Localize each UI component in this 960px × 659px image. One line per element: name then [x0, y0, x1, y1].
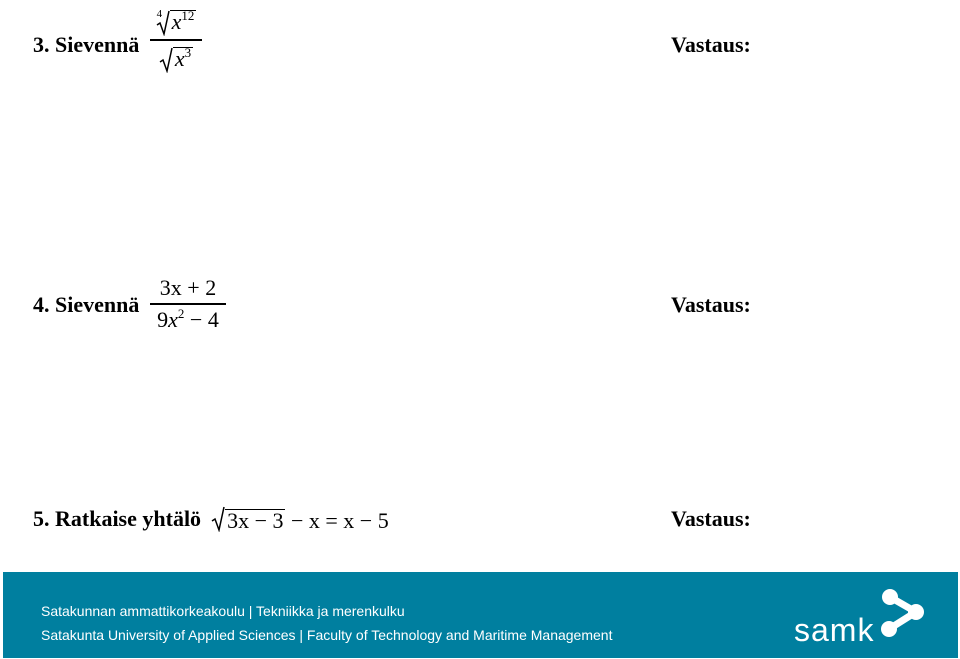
root-index: 4 [156, 8, 163, 20]
problem-3-label: 3. Sievennä [33, 32, 140, 57]
denominator-variable: x [168, 306, 178, 332]
equation-root [211, 506, 285, 532]
samk-logo [791, 584, 931, 646]
denominator-exponent: 2 [177, 305, 185, 321]
problem-5-answer-label: Vastaus: [671, 506, 751, 531]
problem-3-answer-label: Vastaus: [671, 32, 751, 57]
problem-3-numerator-root [156, 10, 197, 36]
footer-line-1: Satakunnan ammattikorkeakoulu | Tekniikka ja merenkulku [41, 603, 405, 619]
equation-radicand: 3x − 3 [227, 508, 284, 533]
radicand-base: x [171, 9, 182, 34]
problem-5-equation [211, 506, 389, 532]
problem-5-label: 5. Ratkaise yhtälö [33, 506, 202, 531]
denominator-tail: − 4 [184, 306, 219, 332]
footer-line-2: Satakunta University of Applied Sciences | Faculty of Technology and Maritime Management [41, 627, 613, 643]
samk-logo-mark-icon [791, 584, 931, 646]
problem-4-answer-label: Vastaus: [671, 292, 751, 317]
problem-3-denominator-root [159, 44, 193, 73]
problem-4-fraction [150, 276, 226, 336]
problem-4-label: 4. Sievennä [33, 292, 140, 317]
radicand-exponent: 3 [184, 44, 192, 60]
denominator-coefficient: 9 [157, 306, 169, 332]
problem-5 [33, 506, 389, 532]
fraction-bar [150, 39, 202, 41]
radical-sign-icon [211, 506, 225, 532]
logo-text: samk [794, 612, 875, 648]
equation-rest: − x = x − 5 [285, 508, 389, 533]
footer-bar [3, 572, 958, 658]
radicand-exponent: 12 [181, 8, 195, 23]
radicand-base: x [174, 45, 185, 71]
numerator-expression: 3x + 2 [159, 275, 217, 300]
problem-4-numerator [160, 276, 216, 300]
problem-3-fraction [150, 10, 202, 73]
radical-sign-icon [159, 47, 173, 73]
problem-4-denominator [157, 307, 219, 336]
fraction-bar [150, 303, 226, 305]
